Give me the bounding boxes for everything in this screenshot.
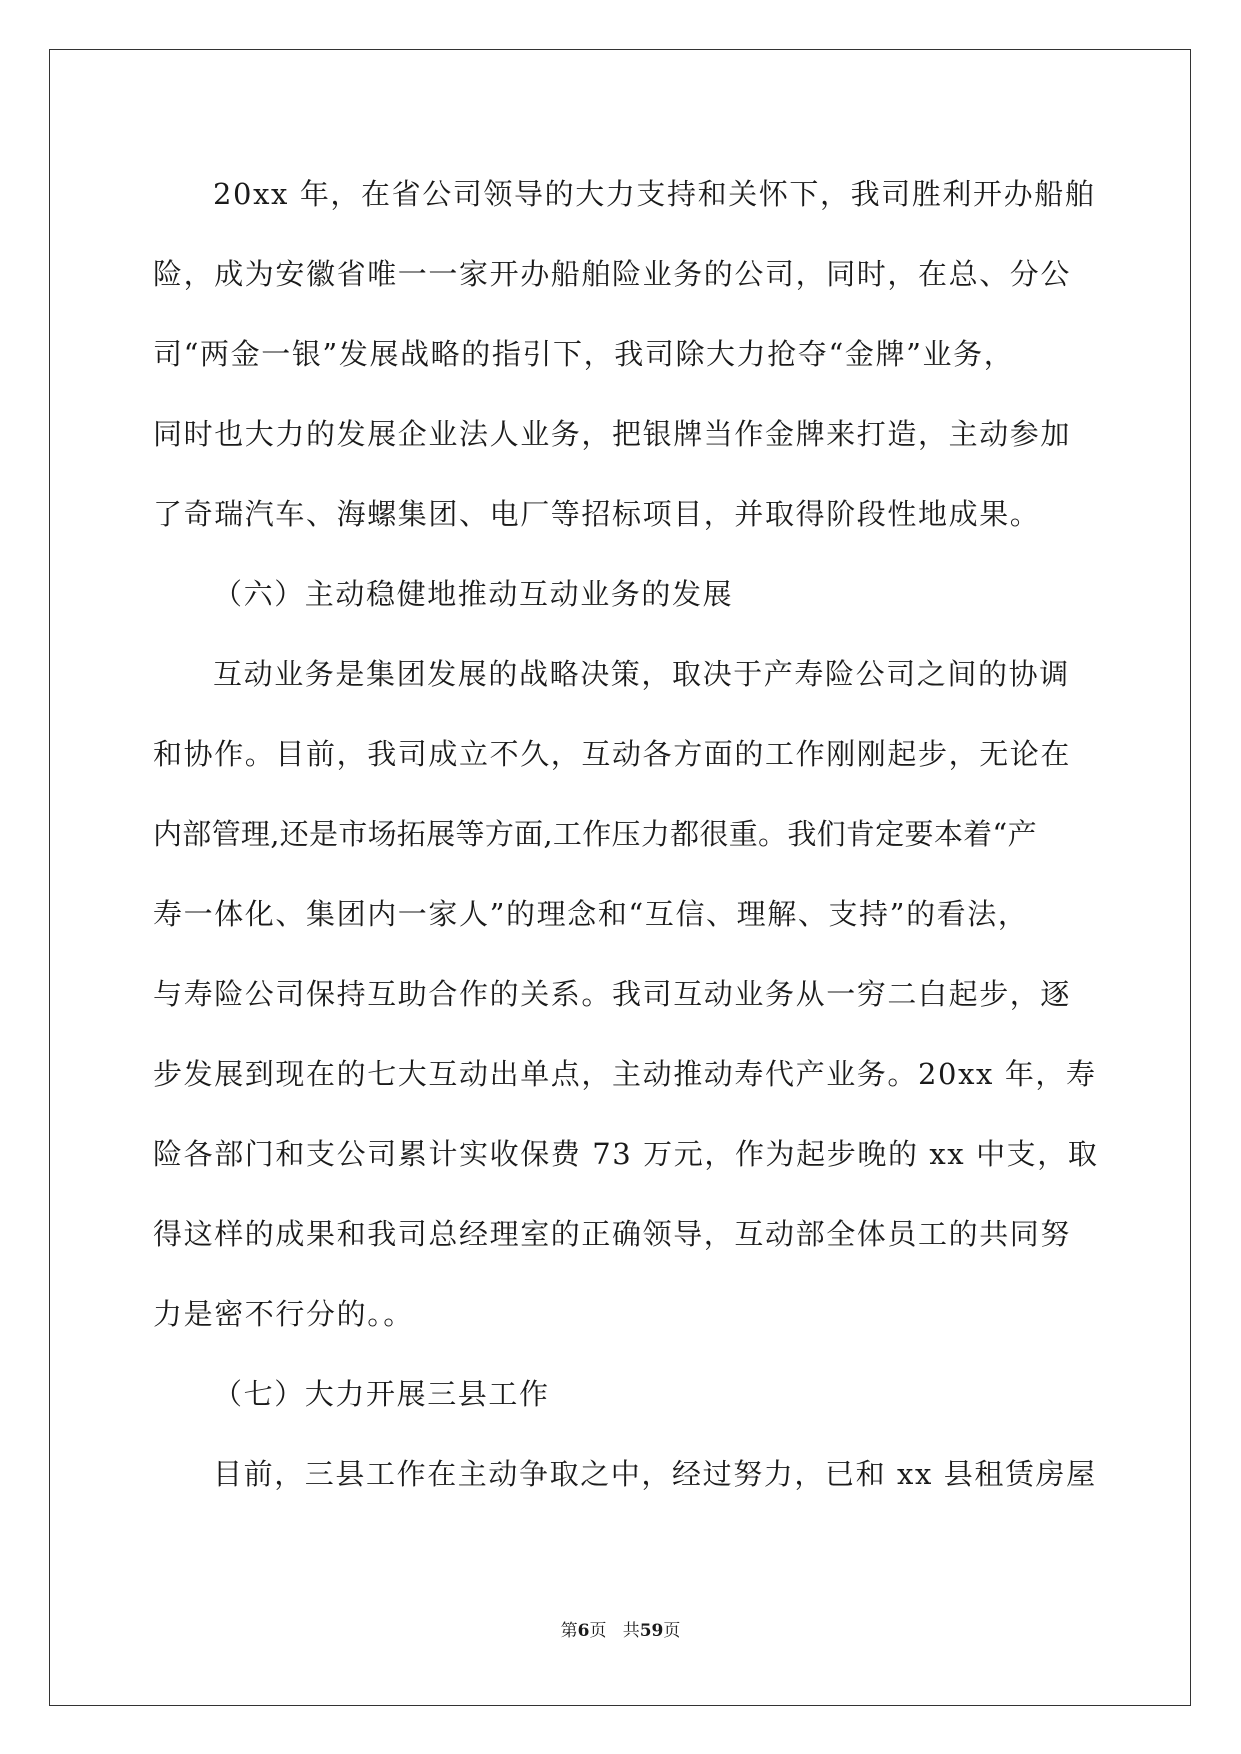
paragraph-line: 互动业务是集团发展的战略决策，取决于产寿险公司之间的协调: [213, 657, 1070, 691]
paragraph-line: 司“两金一银”发展战略的指引下，我司除大力抢夺“金牌”业务，: [153, 337, 1015, 371]
paragraph-line: 与寿险公司保持互助合作的关系。我司互动业务从一穷二白起步，逐: [153, 977, 1072, 1011]
paragraph-line: 内部管理,还是市场拓展等方面,工作压力都很重。我们肯定要本着“产: [153, 817, 1037, 851]
paragraph-line: 同时也大力的发展企业法人业务，把银牌当作金牌来打造，主动参加: [153, 417, 1072, 451]
footer-total-prefix: 共: [622, 1621, 640, 1641]
paragraph-line: 得这样的成果和我司总经理室的正确领导，互动部全体员工的共同努: [153, 1217, 1072, 1251]
page-footer: [0, 1616, 1241, 1641]
paragraph-line: 和协作。目前，我司成立不久，互动各方面的工作刚刚起步，无论在: [153, 737, 1072, 771]
page-number: 6: [577, 1621, 590, 1641]
paragraph-line: 寿一体化、集团内一家人”的理念和“互信、理解、支持”的看法，: [153, 897, 1029, 931]
paragraph-line: 20xx 年，在省公司领导的大力支持和关怀下，我司胜利开办船舶: [213, 177, 1096, 211]
section-heading: （七）大力开展三县工作: [213, 1377, 550, 1411]
paragraph-line: 力是密不行分的。。: [153, 1297, 414, 1331]
footer-page-suffix: 页: [589, 1621, 607, 1641]
footer-total-suffix: 页: [663, 1621, 681, 1641]
paragraph-line: 了奇瑞汽车、海螺集团、电厂等招标项目，并取得阶段性地成果。: [153, 497, 1041, 531]
paragraph-line: 险，成为安徽省唯一一家开办船舶险业务的公司，同时，在总、分公: [153, 257, 1072, 291]
total-pages: 59: [639, 1621, 664, 1641]
paragraph-line: 步发展到现在的七大互动出单点，主动推动寿代产业务。20xx 年，寿: [153, 1057, 1097, 1091]
footer-prefix: 第: [560, 1621, 578, 1641]
paragraph-line: 目前，三县工作在主动争取之中，经过努力，已和 xx 县租赁房屋: [213, 1457, 1097, 1491]
paragraph-line: 险各部门和支公司累计实收保费 73 万元，作为起步晚的 xx 中支，取: [153, 1137, 1099, 1171]
section-heading: （六）主动稳健地推动互动业务的发展: [213, 577, 734, 611]
